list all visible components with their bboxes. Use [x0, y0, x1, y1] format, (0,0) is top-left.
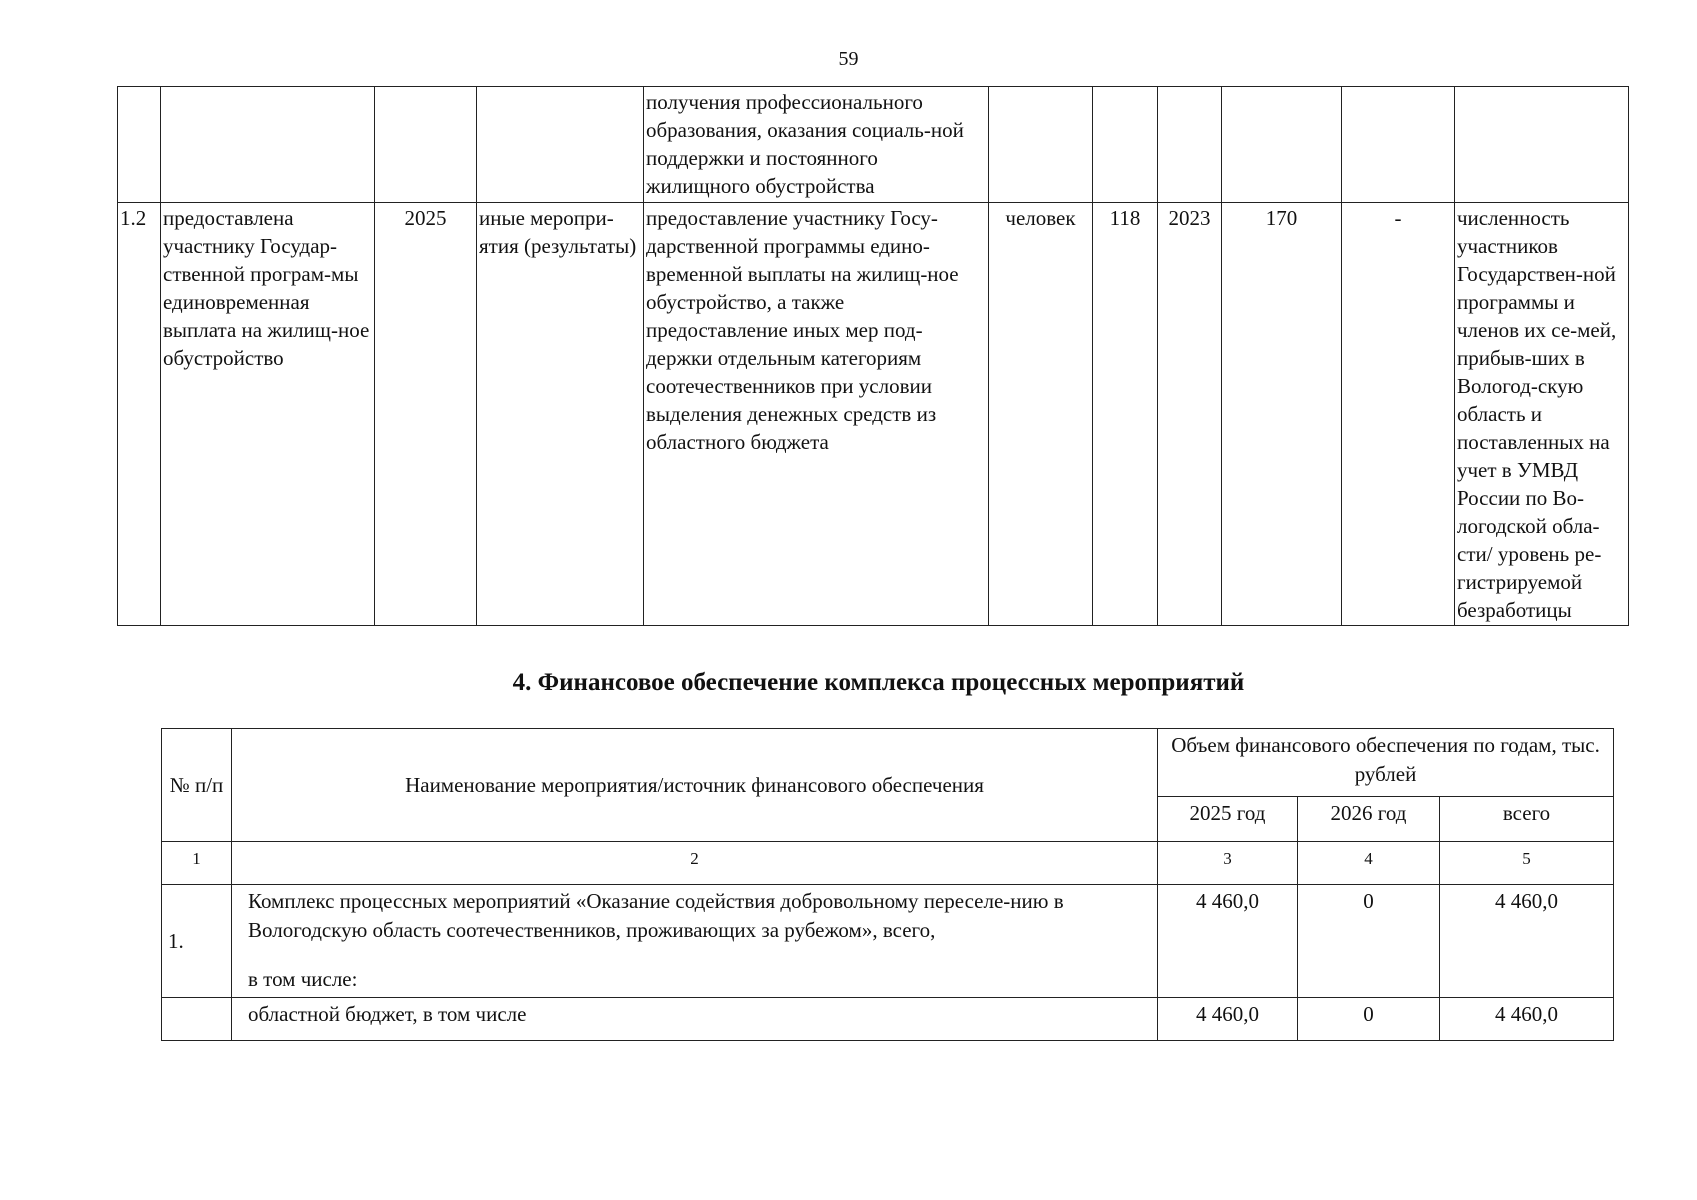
year-2025-header: 2025 год — [1158, 797, 1298, 842]
column-numbers-row — [162, 842, 1614, 885]
row-name-extra: в том числе: — [248, 967, 358, 991]
measures-table — [117, 86, 1629, 626]
row-number: 1. — [162, 885, 232, 998]
target-cell: 170 — [1222, 203, 1342, 626]
year-2025-value: 4 460,0 — [1158, 998, 1298, 1041]
table-row — [162, 885, 1614, 998]
row-name — [232, 885, 1158, 998]
finance-table — [161, 728, 1614, 1041]
total-value: 4 460,0 — [1440, 998, 1614, 1041]
col-number: 4 — [1298, 842, 1440, 885]
name-header: Наименование мероприятия/источник финансового обеспечения — [232, 729, 1158, 842]
year-2026-value: 0 — [1298, 885, 1440, 998]
total-value: 4 460,0 — [1440, 885, 1614, 998]
year-2026-value: 0 — [1298, 998, 1440, 1041]
col-number: 5 — [1440, 842, 1614, 885]
description-cell: предоставление участнику Госу-дарственной программы едино-временной выплаты на жилищ-ное обустройство, а также предоставление иных мер под-держки отдельным категориям соотечественников при условии выделения денежных средств из областного бюджета — [644, 203, 989, 626]
indicator-cell: численность участников Государствен-ной программы и членов их се-мей, прибыв-ших в Вологод-скую область и поставленных на учет в УМВД России по Во-логодской обла-сти/ уровень ре-гистрируемой безработицы — [1455, 203, 1629, 626]
section-heading: 4. Финансовое обеспечение комплекса процессных мероприятий — [512, 669, 1245, 696]
task-cell: предоставлена участнику Государ-ственной програм-мы единовременная выплата на жилищ-ное обустройство — [161, 203, 375, 626]
table-row — [118, 87, 1629, 203]
total-header: всего — [1440, 797, 1614, 842]
type-cell: иные меропри-ятия (результаты) — [477, 203, 644, 626]
row-number: 1.2 — [118, 203, 161, 626]
col-number: 1 — [162, 842, 232, 885]
table-row — [162, 998, 1614, 1041]
col-number: 2 — [232, 842, 1158, 885]
row-number — [162, 998, 232, 1041]
base-year-cell: 2023 — [1158, 203, 1222, 626]
table-row — [118, 203, 1629, 626]
col-number: 3 — [1158, 842, 1298, 885]
year-2025-value: 4 460,0 — [1158, 885, 1298, 998]
unit-cell: человек — [989, 203, 1093, 626]
num-header: № п/п — [162, 729, 232, 842]
page-number: 59 — [838, 48, 859, 70]
year-cell: 2025 — [375, 203, 477, 626]
value-cell: 118 — [1093, 203, 1158, 626]
header-row — [162, 729, 1614, 797]
extra-cell: - — [1342, 203, 1455, 626]
year-2026-header: 2026 год — [1298, 797, 1440, 842]
row-name: областной бюджет, в том числе — [232, 998, 1158, 1041]
volume-header: Объем финансового обеспечения по годам, тыс. рублей — [1158, 729, 1614, 797]
row-name-text: Комплекс процессных мероприятий «Оказание содействия добровольному переселе-нию в Вологодскую область соотечественников, проживающих за рубежом», всего, — [248, 889, 1064, 942]
measure-description-cont: получения профессионального образования, оказания социаль-ной поддержки и постоянного жилищного обустройства — [644, 87, 989, 203]
